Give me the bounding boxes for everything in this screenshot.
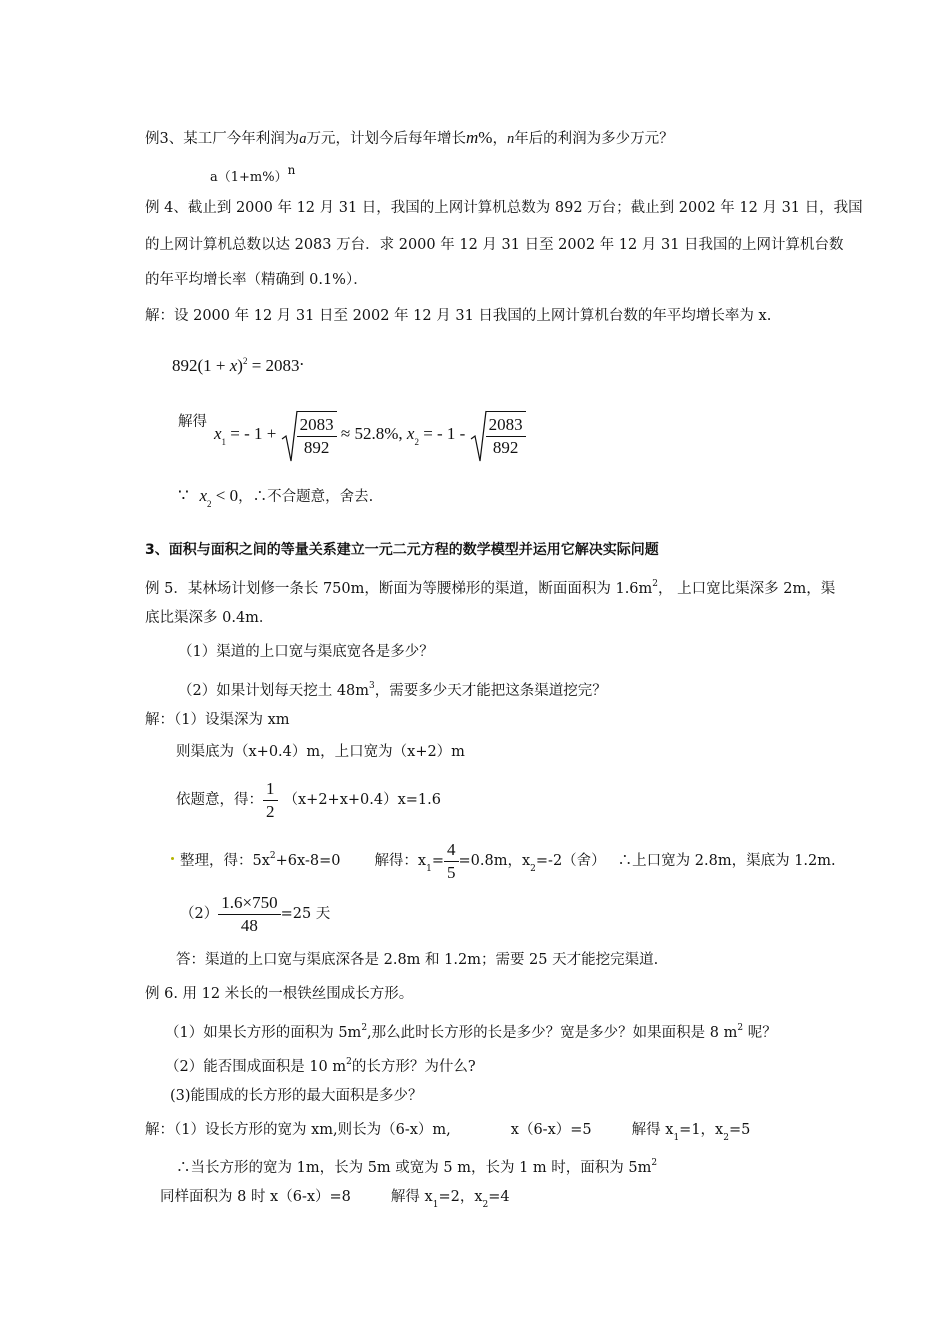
ex3-pct: % (478, 128, 493, 147)
ex5-sol4-sub2: 2 (530, 864, 536, 874)
ex4-equation (172, 350, 304, 376)
ex5-sol2: 则渠底为（x+0.4）m，上口宽为（x+2）m (176, 744, 465, 760)
ex4-cond-x: x (199, 486, 207, 505)
ex3-answer-base: a（1+m%） (210, 170, 288, 185)
ex5-sol4-sub1: 1 (426, 864, 432, 874)
ex5-sol4-g: ∴上口宽为 2.8m，渠底为 1.2m. (617, 853, 836, 869)
ex5-sol5-num: 1.6×750 (218, 892, 280, 915)
ex4-sqrt-1 (281, 411, 337, 460)
ex5-sol3-b: （x+2+x+0.4）x=1.6 (283, 792, 441, 808)
ex4-eq-close: ) (237, 356, 243, 375)
ex6-q1 (165, 1018, 777, 1043)
ex4-approx: ≈ 52.8%, (336, 424, 407, 443)
ex4-conclusion (178, 486, 373, 514)
ex6-line1: 例 6. 用 12 米长的一根铁丝围成长方形。 (145, 986, 414, 1002)
ex4-x2-sub: 2 (414, 437, 419, 447)
ex6-sol3-a: 同样面积为 8 时 x（6-x）=8 (160, 1189, 351, 1205)
ex3-text-b: 万元，计划今后每年增长 (306, 131, 466, 147)
ex4-x2: x (406, 424, 415, 443)
ex4-x1-expr: = - 1 + (226, 424, 281, 443)
ex3-answer (210, 160, 295, 188)
ex5-sol4-f: =-2（舍） (535, 853, 606, 869)
ex5-sol1: 解：（1）设渠深为 xm (145, 712, 290, 728)
ex6-sol1 (145, 1120, 750, 1148)
ex5-sol5-a: （2） (180, 906, 219, 922)
ex5-sol5-frac (218, 892, 280, 937)
ex5-sol4 (180, 832, 836, 893)
ex6-sol1-c: 解得 x (631, 1122, 674, 1138)
ex5-sol3-a: 依题意，得： (176, 792, 263, 808)
ex6-q1-sup2: 2 (737, 1023, 744, 1033)
ex4-roots (214, 410, 526, 466)
ex5-sol5-den: 48 (240, 915, 258, 935)
ex4-frac-1-den: 892 (303, 438, 330, 458)
ex5-sol4-b: +6x-8=0 (275, 853, 341, 869)
ex4-eq-x: x (229, 356, 238, 375)
ex4-eq-right: = 2083 (247, 356, 300, 375)
ex6-sol3 (160, 1187, 510, 1215)
ex5-q2-a: （2）如果计划每天挖土 48m (178, 683, 370, 699)
ex4-eq-exp: 2 (242, 356, 248, 366)
ex4-cond-sub: 2 (206, 499, 212, 509)
ex6-sol3-c: =2，x (438, 1189, 483, 1205)
ex5-sol3-frac (263, 778, 278, 823)
ex5-q2-b: ，需要多少天才能把这条渠道挖完？ (374, 683, 607, 699)
ex6-sol1-a: 解：（1）设长方形的宽为 xm,则长为（6-x）m, (145, 1122, 451, 1138)
ex4-line1: 例 4、截止到 2000 年 12 月 31 日，我国的上网计算机总数为 892 万台；截止到 2002 年 12 月 31 日，我国 (145, 200, 863, 216)
ex6-sol3-sub2: 2 (482, 1200, 489, 1210)
ex6-q2-b: 的长方形？为什么? (351, 1059, 476, 1075)
because-icon: ∵ (178, 486, 189, 506)
ex4-solve-label: 解得 (178, 414, 207, 430)
ex4-frac-1-num: 2083 (297, 414, 337, 437)
ex5-sol5-b: =25 天 (280, 906, 331, 922)
ex4-x1: x (214, 424, 222, 443)
ex5-sol3-den: 2 (266, 801, 275, 821)
ex4-eq-end: . (299, 350, 304, 369)
ex5-sol4-c: 解得：x (374, 853, 427, 869)
ex4-solution-intro: 解：设 2000 年 12 月 31 日至 2002 年 12 月 31 日我国的上网计算机台数的年平均增长率为 x. (145, 308, 772, 324)
ex5-q1: （1）渠道的上口宽与渠底宽各是多少？ (178, 644, 434, 660)
ex5-sol4-e: =0.8m，x (458, 853, 531, 869)
ex5-sol4-den: 5 (447, 862, 456, 882)
ex6-sol2-sup: 2 (651, 1158, 658, 1168)
ex5-sol5 (180, 890, 330, 938)
ex4-eq-left: 892(1 + (172, 356, 230, 375)
ex3-text-d: 年后的利润为多少万元？ (514, 131, 674, 147)
ex5-line1 (145, 574, 835, 599)
ex3-text-c: ， (492, 131, 507, 147)
ex5-sol4-num: 4 (444, 839, 459, 862)
ex6-sol1-d: =1，x (679, 1122, 724, 1138)
ex3-var-a: a (299, 131, 307, 147)
ex5-sol3 (176, 776, 441, 824)
ex4-line2: 的上网计算机总数以达 2083 万台．求 2000 年 12 月 31 日至 2002 年 12 月 31 日我国的上网计算机台数 (145, 237, 844, 253)
ex5-line2: 底比渠深多 0.4m． (145, 610, 274, 626)
ex4-frac-2-den: 892 (492, 438, 519, 458)
ex3-var-n: n (506, 131, 515, 147)
ex3-question (145, 128, 674, 149)
ex6-sol2 (176, 1153, 657, 1178)
ex4-frac-1 (297, 414, 337, 459)
section3-heading: 3、面积与面积之间的等量关系建立一元二元方程的数学模型并运用它解决实际问题 (145, 542, 659, 558)
ex3-answer-exp: n (287, 163, 296, 177)
ex6-sol1-b: x（6-x）=5 (510, 1122, 592, 1138)
ex5-answer: 答：渠道的上口宽与渠底深各是 2.8m 和 1.2m；需要 25 天才能挖完渠道. (176, 952, 659, 968)
ex5-q2-sup: 3 (369, 681, 375, 691)
ex6-q1-a: （1）如果长方形的面积为 5m (165, 1025, 362, 1041)
ex6-q1-b: ,那么此时长方形的长是多少？宽是多少？如果面积是 8 m (367, 1025, 738, 1041)
ex4-x1-sub: 1 (221, 437, 227, 447)
ex6-sol1-sub1: 1 (673, 1133, 680, 1143)
ex5-line1-sup: 2 (652, 579, 659, 589)
ex5-q2 (178, 676, 607, 701)
ex6-sol3-d: =4 (488, 1189, 510, 1205)
ex6-q1-c: 呢？ (743, 1025, 777, 1041)
marker-dot (171, 857, 174, 860)
ex4-frac-2-num: 2083 (486, 414, 526, 437)
ex6-q1-sup1: 2 (361, 1023, 368, 1033)
ex4-sqrt-2 (470, 411, 526, 460)
ex6-q2 (165, 1052, 476, 1077)
ex6-sol1-sub2: 2 (723, 1133, 729, 1143)
ex6-sol2-a: ∴当长方形的宽为 1m，长为 5m 或宽为 5 m，长为 1 m 时，面积为 5m (176, 1160, 652, 1176)
ex5-sol4-sup: 2 (269, 851, 276, 861)
ex5-sol4-d: = (431, 853, 445, 869)
ex4-cond: < 0 (211, 486, 239, 505)
ex6-q2-a: （2）能否围成面积是 10 m (165, 1059, 347, 1075)
ex6-q3: (3)能围成的长方形的最大面积是多少？ (170, 1088, 423, 1104)
ex4-conclusion-text: ，∴不合题意，舍去. (238, 489, 374, 505)
ex6-sol3-b: 解得 x (390, 1189, 433, 1205)
ex3-var-m: m (465, 128, 479, 147)
ex5-line1-b: ， 上口宽比渠深多 2m，渠 (658, 581, 836, 597)
ex4-frac-2 (486, 414, 526, 459)
ex6-sol3-sub1: 1 (432, 1200, 439, 1210)
ex4-x2-expr: = - 1 - (418, 424, 470, 443)
ex5-sol4-frac (444, 839, 459, 884)
ex6-q2-sup: 2 (346, 1057, 352, 1067)
ex5-sol3-num: 1 (263, 778, 278, 801)
ex5-sol4-a: 整理，得：5x (180, 853, 270, 869)
ex3-text-a: 例3、某工厂今年利润为 (145, 131, 300, 147)
ex4-line3: 的年平均增长率（精确到 0.1%）． (145, 272, 368, 288)
ex6-sol1-e: =5 (728, 1122, 751, 1138)
ex5-line1-a: 例 5．某林场计划修一条长 750m，断面为等腰梯形的渠道，断面面积为 1.6m (145, 581, 653, 597)
